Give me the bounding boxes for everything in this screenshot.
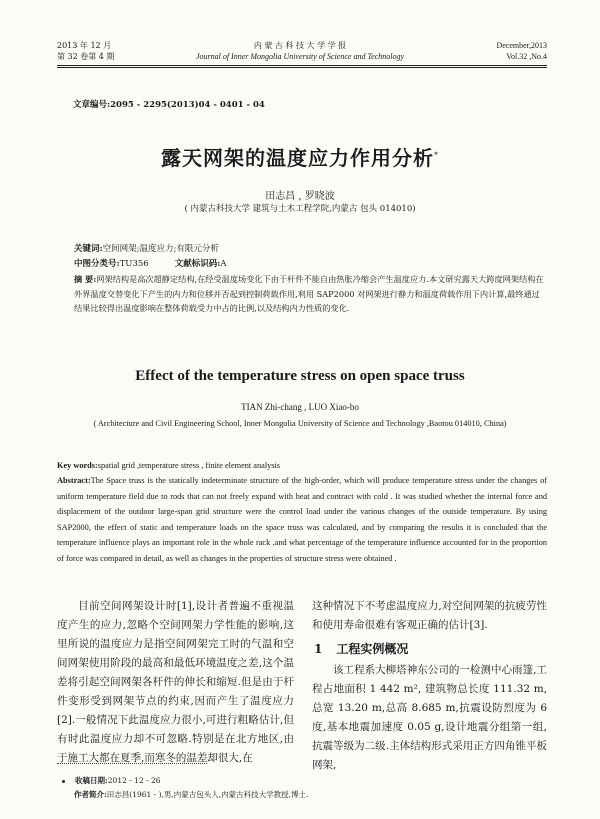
abstract-text-en: The Space truss is the statically indeterminate structure of the high-order, which will produce temperature stress under the changes of uniform temperature field due to rods that can not freely expand with heat and contract with cold . It was studied whether the internal force and displacement of the outdoor large-span grid structure were the control load under the various changes of the outside temperature. By using SAP2000, the effect of static and temperature loads on the space truss was calculated, and by comparing the results it is concluded that the temperature influence plays an important role in the whole rack ,and what percentage of the temperature influence accounted for in the proportion of force was compared in detail, as well as changes in the properties of structure stress were obtained . xyxy=(57,476,547,563)
title-text-cn: 露天网架的温度应力作用分析 xyxy=(161,146,434,170)
article-number: 文章编号:2095 - 2295(2013)04 - 0401 - 04 xyxy=(73,100,265,110)
section-number: 1 xyxy=(314,642,323,656)
section-heading xyxy=(314,640,547,657)
header-rule xyxy=(57,65,547,66)
doc-code-value: A xyxy=(220,259,227,269)
abstract-cn xyxy=(74,272,546,316)
header-date: 2013 年 12 月 xyxy=(57,41,112,50)
bullet-icon xyxy=(62,780,65,783)
doc-code-label: 文献标识码: xyxy=(174,259,221,269)
header-volume-cn: 第 32 卷第 4 期 xyxy=(57,52,115,61)
footnote-received xyxy=(62,775,161,787)
header-volume-en: Vol.32 ,No.4 xyxy=(506,52,547,61)
header-month-en: December,2013 xyxy=(496,41,547,50)
keywords-label-en: Key words: xyxy=(57,461,98,470)
affiliation-en: ( Architecture and Civil Engineering School, Inner Mongolia University of Science and Technology ,Baotou 014010, China) xyxy=(93,419,507,428)
abstract-en xyxy=(57,473,547,566)
keywords-value-en: spatial grid ,temperature stress , finite element analysis xyxy=(97,461,281,470)
header-rule-double xyxy=(57,67,547,68)
received-date: 2012 - 12 - 26 xyxy=(107,776,161,785)
classification-line xyxy=(74,257,546,272)
page-title-en: Effect of the temperature stress on open space truss xyxy=(135,368,465,384)
abstract-text-cn: 网架结构是高次超静定结构,在经受温度场变化下由于杆件不能自由热胀冷缩会产生温度应力.本文研究露天大跨度网架结构在外界温度交替变化下产生的内力和位移并否起到控制荷载作用,利用 SAP2000 对网架进行静力和温度荷载作用下内计算,最终通过结果比较得出温度影响在整体荷载受力中占的比例,以及结构内力性质的变化. xyxy=(74,274,544,313)
authors-en: TIAN Zhi-chang , LUO Xiao-bo xyxy=(241,402,359,412)
keywords-en xyxy=(57,458,547,474)
author-bio: 田志昌(1961 - ),男,内蒙古包头人,内蒙古科技大学教授,博士. xyxy=(106,790,309,799)
footnote-author xyxy=(74,789,308,801)
title-footnote-mark: * xyxy=(434,150,439,160)
body-right-paragraph-2: 该工程系大柳塔神东公司的一检测中心雨篷,工程占地面积 1 442 m², 建筑物总长度 111.32 m,总宽 13.20 m,总高 8.685 m,抗震设防烈度为 6 度,基本地震加速度 0.05 g,设计地震分组第一组,抗震等级为二级.主体结构形式采用正方四角锥平板网架, xyxy=(312,664,547,771)
author-bio-label: 作者简介: xyxy=(74,790,107,799)
header-journal-en: Journal of Inner Mongolia University of Science and Technology xyxy=(195,52,405,61)
keywords-value-cn: 空间网架;温度应力;有限元分析 xyxy=(102,244,219,254)
body-left-column: 目前空间网架设计时[1],设计者普遍不重视温度产生的应力,忽略个空间网架力学性能的影响,这里所说的温度应力是指空间网架完工时的气温和空间网架使用阶段的最高和最低环境温度之差,这个温差将引起空间网架各杆件的伸长和缩短.但是由于杆件变形受到网架节点的约束,因而产生了温度应力[2].一般情况下此温度应力很小,可进行粗略估计,但有时此温度应力却不可忽略.特别是在北方地区,由于施工大都在夏季,而寒冬的温差却很大,在 xyxy=(57,600,294,764)
keywords-label-cn: 关键词: xyxy=(74,244,103,254)
footnote-rule xyxy=(57,763,207,764)
body-right-paragraph-1: 这种情况下不考虑温度应力,对空间网架的抗疲劳性和使用寿命很难有客观正确的估计[3]. xyxy=(312,600,547,631)
received-label: 收稿日期: xyxy=(75,776,108,785)
section-title: 工程实例概况 xyxy=(336,642,409,656)
clc-label: 中图分类号: xyxy=(74,259,120,269)
keywords-cn xyxy=(74,242,546,257)
affiliation-cn: ( 内蒙古科技大学 建筑与土木工程学院,内蒙古 包头 014010) xyxy=(184,204,416,214)
header-journal-cn: 内 蒙 古 科 技 大 学 学 报 xyxy=(253,41,347,50)
abstract-label-cn: 摘 要: xyxy=(74,274,97,284)
page-title-cn xyxy=(0,142,600,171)
clc-value: TU356 xyxy=(119,259,149,269)
abstract-label-en: Abstract: xyxy=(57,476,91,485)
authors-cn: 田志昌 , 罗晓波 xyxy=(265,191,335,202)
